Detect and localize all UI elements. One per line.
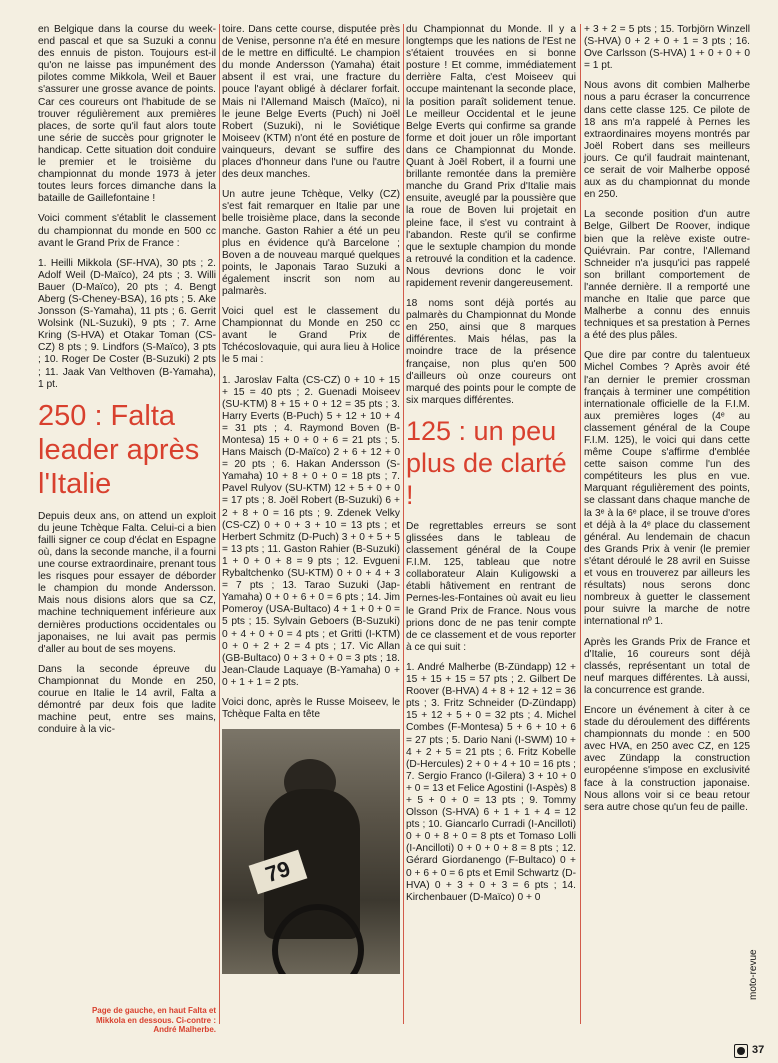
col3-paragraph-3: De regrettables erreurs se sont glissées dans le tableau de classement général de la Coupe F.I.M. 125, tableau que notre collaborateur Alain Kuligowski a établi hâtivement en rentrant de Pernes-les-Fontaines où avait eu lieu le Grand Prix de France. Nous vous prions donc de ne pas tenir compte de ce classement et de vous reporter à ce qui suit : xyxy=(406,520,576,653)
column-3 xyxy=(406,24,576,912)
page-number: 37 xyxy=(752,1044,765,1056)
section-title-250: 250 : Falta leader après l'Italie xyxy=(38,399,200,500)
race-number-plate: 79 xyxy=(249,850,308,895)
column-divider xyxy=(219,24,220,1024)
magazine-logo-icon xyxy=(734,1044,748,1058)
col1-paragraph-2: Voici comment s'établit le classement du championnat du monde en 500 cc avant le Grand Prix de France : xyxy=(38,213,216,249)
col3-paragraph-2: 18 noms sont déjà portés au palmarès du Championnat du Monde en 250, ainsi que 8 marques différentes. Mais hélas, pas la moindre trace de la présence française, non plus qu'en 500 d'ailleurs où onze coureurs ont marqué des points pour le compte de six marques différentes. xyxy=(406,298,576,406)
col1-standings-500: 1. Heilli Mikkola (SF-HVA), 30 pts ; 2. Adolf Weil (D-Maïco), 24 pts ; 3. Willi Bauer (D-Maïco), 20 pts ; 4. Bengt Aberg (S-Cheney-BSA), 16 pts ; 5. Ake Jonsson (S-Yamaha), 11 pts ; 6. Gerrit Wolsink (NL-Suzuki), 9 pts ; 7. Arne Kring (S-HVA) et Otakar Toman (CS-CZ) 8 pts ; 9. Lindfors (S-Maïco), 3 pts ; 10. Roger De Coster (B-Suzuki) 2 pts ; 11. Jaak Van Velthoven (B-Yamaha), 1 pt. xyxy=(38,257,216,390)
col2-paragraph-5: Voici donc, après le Russe Moiseev, le Tchèque Falta en tête xyxy=(222,696,400,721)
col1-paragraph-4: Depuis deux ans, on attend un exploit du jeune Tchèque Falta. Celui-ci a bien failli signer ce coup d'éclat en Espagne où, dans la seconde manche, il a fourni une course extraordinaire, prenant tous les risques pour essayer de déborder le champion du monde Andersson. Mais nous disions alors que sa CZ, machine techniquement inférieure aux dernières productions occidentales ou japonaises, ne lui avait pas permis d'aller au bout de ses moyens. xyxy=(38,510,216,655)
rider-photo xyxy=(222,729,400,974)
section-title-125: 125 : un peu plus de clarté ! xyxy=(406,415,567,510)
col4-paragraph-2: Nous avons dit combien Malherbe nous a paru écraser la concurrence dans cette classe 125. Ce pilote de 18 ans m'a rappelé à Pernes les extraordinaires moyens montrés par Joël Robert dans ses meilleurs jours. Ce qu'il faudrait maintenant, ce serait de voir Malherbe opposé aux as du championnat du monde en 250. xyxy=(584,80,750,201)
col2-paragraph-1: toire. Dans cette course, disputée près de Venise, personne n'a été en mesure de le mettre en difficulté. Le champion du monde Andersson (Yamaha) était absent il est vrai, une fracture du pouce l'ayant obligé à déclarer forfait. Mais ni l'Allemand Maisch (Maïco), ni le jeune Belge Everts (Puch) ni Joël Robert (Suzuki), ni le Soviétique Moiseev (KTM) n'ont été en posture de vainqueurs, devant se suffire des places d'honneur dans l'une ou l'autre des deux manches. xyxy=(222,24,400,181)
magazine-brand: moto-revue xyxy=(748,949,759,1000)
col2-standings-250: 1. Jaroslav Falta (CS-CZ) 0 + 10 + 15 + 15 = 40 pts ; 2. Guenadi Moiseev (SU-KTM) 8 + 15 + 0 + 12 = 35 pts ; 3. Harry Everts (B-Puch) 5 + 12 + 10 + 4 = 31 pts ; 4. Raymond Boven (B-Montesa) 15 + 0 + 0 + 6 = 21 pts ; 5. Hans Maisch (D-Maïco) 2 + 6 + 12 + 0 = 20 pts ; 6. Hakan Andersson (S-Yamaha) 10 + 8 + 0 + 0 = 18 pts ; 7. Pavel Rulyov (SU-KTM) 12 + 5 + 0 + 0 = 17 pts ; 8. Joël Robert (B-Suzuki) 6 + 2 + 8 + 0 = 16 pts ; 9. Zdenek Velky (CS-CZ) 0 + 0 + 3 + 10 = 13 pts ; et Herbert Schmitz (D-Puch) 3 + 0 + 5 + 5 = 13 pts ; 11. Gaston Rahier (B-Suzuki) 1 + 0 + 0 + 8 = 9 pts ; 12. Evgueni Rybaltchenko (SU-KTM) 0 + 0 + 4 + 3 = 7 pts ; 13. Tarao Suzuki (Jap-Yamaha) 0 + 0 + 6 + 0 = 6 pts ; 14. Jim Pomeroy (USA-Bultaco) 4 + 1 + 0 + 0 = 5 pts ; 15. Sylvain Geboers (B-Suzuki) 0 + 4 + 0 + 0 = 4 pts ; et Gritti (I-KTM) 0 + 0 + 2 + 2 = 4 pts ; 17. Vic Allan (GB-Bultaco) 0 + 3 + 0 + 0 = 3 pts ; 18. Jean-Claude Laquaye (B-Yamaha) 0 + 0 + 1 + 1 = 2 pts. xyxy=(222,374,400,688)
column-2 xyxy=(222,24,400,974)
column-1 xyxy=(38,24,216,744)
column-divider xyxy=(580,24,581,1024)
column-divider xyxy=(403,24,404,1024)
col4-paragraph-1: + 3 + 2 = 5 pts ; 15. Torbjörn Winzell (S-HVA) 0 + 2 + 0 + 1 = 3 pts ; 16. Ove Carlsson (S-HVA) 1 + 0 + 0 + 0 = 1 pt. xyxy=(584,24,750,72)
col2-paragraph-2: Un autre jeune Tchèque, Velky (CZ) s'est fait remarquer en Italie par une belle troisième place, dans la seconde manche. Gaston Rahier a été un peu plus en évidence qu'à Barcelone ; Boven a de nouveau marqué quelques points, le Japonais Tarao Suzuki a également inscrit son nom au palmarès. xyxy=(222,189,400,297)
col3-paragraph-1: du Championnat du Monde. Il y a longtemps que les nations de l'Est ne s'étaient trouvées en si bonne posture ! Et comme, immédiatement derrière Falta, c'est Moiseev qui occupe maintenant la seconde place, la position paraît solidement tenue. Le meilleur Occidental et le jeune Belge Everts qui confirme sa grande forme et doit jouer un rôle important dans ce Championnat du Monde. Quant à Joël Robert, il a fourni une brillante remontée dans la première manche du Grand Prix d'Italie mais ensuite, aveuglé par la poussière que la roue de Boven lui projetait en pleine face, il s'est vu contraint à l'abandon. Reste qu'il se confirme que le sextuple champion du monde a retrouvé la condition et la cadence. Nous devrions donc le voir rapidement revenir dangereusement. xyxy=(406,24,576,289)
column-4 xyxy=(584,24,750,822)
col4-paragraph-6: Encore un événement à citer à ce stade du déroulement des différents championnats du monde : en 500 avec HVA, en 250 avec CZ, en 125 avec Zündapp la construction européenne s'impose en exclusivité face à la construction japonaise. Nous allons voir si ce beau retour sera autre chose qu'un feu de paille. xyxy=(584,704,750,813)
col4-paragraph-5: Après les Grands Prix de France et d'Italie, 16 coureurs sont déjà classés, représentant un total de neuf marques différentes. Là aussi, la concurrence est grande. xyxy=(584,636,750,696)
col4-paragraph-3: La seconde position d'un autre Belge, Gilbert De Roover, indique bien que la relève existe outre-Quiévrain. Par contre, l'Allemand Schneider n'a jusqu'ici pas rappelé son brillant comportement de l'année dernière. Il a remporté une manche en Italie que parce que Malherbe a connu des ennuis techniques et sa prestation à Pernes a été des plus pâles. xyxy=(584,209,750,342)
photo-caption: Page de gauche, en haut Falta et Mikkola en dessous. Ci-contre : André Malherbe. xyxy=(91,1006,216,1034)
col1-paragraph-5: Dans la seconde épreuve du Championnat du Monde en 250, courue en Italie le 14 avril, Falta a démontré par deux fois que ladite machine peut, entre ses mains, conduire à la vic- xyxy=(38,663,216,736)
col1-paragraph-1: en Belgique dans la course du week-end pascal et que sa Suzuki a connu des ennuis de piston. Toujours est-il qu'on ne laisse pas impunément des pilotes comme Mikkola, Weil et Bauer s'assurer une grosse avance de points. Car ces coureurs ont l'habitude de se trouver régulièrement aux premières places, de sorte qu'il faut alors toute une série de succès pour grignoter le handicap. Cette situation doit conduire le premier et le troisième du championnat du monde 1973 à jeter toutes leurs forces dimanche dans la bataille de Gaillefontaine ! xyxy=(38,24,216,205)
col3-standings-125: 1. André Malherbe (B-Zündapp) 12 + 15 + 15 + 15 = 57 pts ; 2. Gilbert De Roover (B-HVA) 4 + 8 + 12 + 12 = 36 pts ; 3. Fritz Schneider (D-Zündapp) 15 + 12 + 5 + 0 = 32 pts ; 4. Michel Combes (F-Montesa) 5 + 6 + 10 + 6 = 27 pts ; 5. Dario Nani (I-SWM) 10 + 4 + 2 + 5 = 21 pts ; 6. Fritz Kobelle (D-Hercules) 2 + 0 + 4 + 10 = 16 pts ; 7. Sergio Franco (I-Gilera) 3 + 10 + 0 + 0 = 13 et Felice Agostini (I-Aspès) 8 + 5 + 0 + 0 = 13 pts ; 9. Tommy Olsson (S-HVA) 6 + 1 + 1 + 4 = 12 pts ; 10. Giancarlo Curradi (I-Ancilloti) 0 + 0 + 8 + 0 = 8 pts et Tomaso Lolli (I-Ancilloti) 0 + 0 + 0 + 8 = 8 pts ; 12. Gérard Giordanengo (F-Bultaco) 0 + 0 + 6 + 0 = 6 pts et Emil Schwartz (D-HVA) 0 + 3 + 0 + 3 = 6 pts ; 14. Kirchenbauer (D-Maïco) 0 + 0 xyxy=(406,661,576,903)
col2-paragraph-3: Voici quel est le classement du Championnat du Monde en 250 cc avant le Grand Prix de Tchécoslovaquie, qui aura lieu à Holice le 5 mai : xyxy=(222,306,400,366)
col4-paragraph-4: Que dire par contre du talentueux Michel Combes ? Après avoir été l'an dernier le premier crossman français à terminer une compétition internationale officielle de la F.I.M. aux premières loges (4ᵉ au classement général de la Coupe F.I.M. 125), le voici qui dans cette même Coupe s'affirme d'emblée cette saison comme l'un des compétiteurs les plus en vue. Marquant régulièrement des points, se classant dans chaque manche de la 3ᵉ à la 6ᵉ place, il se trouve d'ores et déjà à la 4ᵉ place du classement général. Au lendemain de chacun des Grands Prix à venir (le premier s'étant déroulé le 28 avril en Suisse et vous en trouverez par ailleurs les résultats) nous serons donc nombreux à guetter le classement pour suivre la marche de notre international nº 1. xyxy=(584,350,750,628)
